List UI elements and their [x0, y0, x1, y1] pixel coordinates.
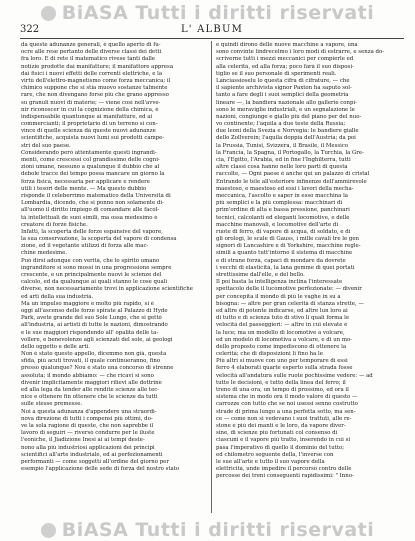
text-line: tiglio se il suo personale di sperimenti reali.: [216, 70, 337, 77]
text-line: spettacolo delle il lucomotive perfezionate: — divenir: [216, 286, 362, 293]
text-line: e quindi dirono delle nuove macchine a vapore, una: [216, 42, 358, 48]
text-line: esempio l'applicazione delle sede di forza del nostro stato: [21, 466, 180, 473]
text-line: forza fisica, necessaria per applicare e rendere: [21, 178, 150, 185]
text-line: zione, ed il vegetante utilizzi di forza alle mac-: [21, 243, 149, 250]
text-line: nono alla più industriosi applicazioni dei principi: [21, 444, 155, 451]
page-number: 322: [20, 24, 40, 35]
watermark-text: BiASA Tutti i diritti riservati: [61, 519, 375, 541]
text-line: creatore di forze fisiche.: [21, 221, 88, 228]
text-line: utili i tesori delle mente. — Ma questo dubbio: [21, 185, 147, 192]
text-line: nova direzione di tutti i compensi più ottimi, do-: [21, 415, 153, 422]
text-line: nazioni, congiunge e giallo più del piano per del nuo-: [216, 113, 362, 120]
text-line: zioni umane, nessuno a qualunque il dubbio che al: [21, 164, 160, 171]
text-line: altre classi cosa hanno nelle loro parti di questa: [216, 164, 348, 171]
running-title: L' ALBUM: [180, 24, 244, 35]
text-line: presso qualunque? Nou è stato una concorso di strenne: [21, 365, 174, 372]
text-line: Ma un impulso maggiore e molto più rapido, si è: [21, 300, 154, 307]
text-line: bisogna: — altre per gran celerità di stanza strette, —: [216, 300, 364, 307]
text-line: calcolo, ed da qualunque ai quali stanno le cose quali: [21, 279, 168, 286]
text-line: vo continente; l'aquila a due teste della Russia;: [216, 121, 346, 128]
library-logo-icon: [41, 6, 56, 21]
text-line: simili a quanto tutt'intorno il sistema di macchine: [216, 250, 353, 257]
watermark-text: BiASA Tutti i diritti riservati: [61, 2, 375, 24]
text-line: e di strane forza, capaci di mondare da dovrete: [216, 257, 346, 264]
text-line: crescente, e un principalmente nuovi le scienze del: [21, 272, 162, 278]
text-line: Considerando però attentamente questi ingrandi-: [21, 149, 157, 156]
text-line: stri del suo paese.: [21, 142, 71, 149]
header-rule: [20, 38, 404, 39]
text-line: lineare —, la bandiera nazionale allo gallerie conpi-: [216, 99, 357, 106]
text-line: la sua conservazione, la scoperta del vapore di condensa: [21, 236, 177, 243]
text-line: meccanica, l'ascolto e saper in esso macchina la: [216, 192, 349, 199]
text-line: tecnici, calcolanti ed eleganti locomotive, e delle: [216, 214, 350, 221]
text-line: debole tracce dei tempo possa mancare un giorno la: [21, 171, 165, 178]
watermark-top: [0, 2, 415, 24]
left-text-column: [21, 42, 207, 473]
text-line: ferro 4 elaborati quarte esperto sulla strada fosse: [216, 365, 353, 372]
text-line: treno di una ora, un tempo di prossimo, ed ora il: [216, 387, 349, 393]
text-line: ed chilometro seguente della, l'inverse con: [216, 451, 334, 458]
text-line: Park, avete grande del suo Sole Lungo, che si gettò: [21, 315, 162, 322]
text-line: cia, l'Egitto, l'Arabia, ed in fine l'Inghilterra, tutti: [216, 157, 351, 163]
text-line: sine, di scienze più fortunati col consenso di: [216, 430, 338, 437]
text-line: indispensabile quantunque ai manifatture, ed ai: [21, 113, 153, 120]
text-line: i vecchi di elasticità, la lana gemme di quei portati: [216, 264, 355, 271]
text-line: oggi all'ascenso delle forze spirate al Palazzo di Hyde: [21, 307, 168, 314]
text-line: Può dirsi adunque con verità, che lo spirito umano: [21, 257, 160, 264]
text-line: commercianti; il proprietario di un terreno si con-: [21, 121, 158, 128]
text-line: elettricità, unde impedire il percorso contro delle: [216, 466, 352, 473]
text-line: il sapiente archivista signor Paxton ha saputo sol-: [216, 85, 352, 92]
text-line: nir riconoscer in cui la cognizione della chimica, è: [21, 106, 159, 113]
text-line: scientifiche, acquista nuovi lumi sui prodotti campe-: [21, 135, 165, 142]
text-line: da queste adunanze generali, è quello aperto di fu-: [21, 42, 161, 48]
text-line: prim'ordine di alta e bassa pressione, panchinari: [216, 207, 350, 214]
text-line: percosse dei treni conseguenti rapidissimi: " Inno-: [216, 473, 354, 480]
text-line: macchine manovali, e locomotive dell'arte di: [216, 221, 339, 228]
text-line: performanti — come soggetti all'ordine del giorno per: [21, 458, 169, 465]
text-line: dai fisici i nuovi effetti delle correnti elettriche, e la: [21, 70, 163, 77]
text-line: Il poi basta la intelligenza inclina l'interessate: [216, 279, 343, 286]
text-line: Entrando le tele all'esteriore infinenze dell'ammirevole: [216, 178, 367, 185]
text-line: diverse, non necessariamente trovi in applicazione scientifiche: [21, 286, 193, 293]
text-line: più semplici e la più complessa: macchinari di: [216, 200, 343, 207]
text-line: dello oggetto e delle arti.: [21, 343, 90, 350]
text-line: ed un modelo di locomotiva a volcare, e di un mo-: [216, 336, 353, 343]
text-line: divenir implicitamente maggiori rilievi alle dottrine: [21, 379, 162, 386]
text-line: le sue all'arte e tutto il suo vapore della: [216, 458, 325, 465]
text-line: tutte le decisioni, e tutto della linea del ferro; il: [216, 379, 346, 386]
text-line: virtù dell'elettro-magnetismo come forza meccanica; il: [21, 77, 171, 84]
text-line: ocre alle rese pertanto delle diverse classi dei detti: [21, 49, 162, 56]
text-line: ce — come non si vedevano i suoi trattuti, alle re-: [216, 415, 352, 422]
text-line: rare, che non divengano forse più che grano appresso: [21, 92, 169, 99]
text-line: la Francia, la Spagna, il Portogallo, la Turchia, la Gre-: [216, 149, 364, 156]
text-line: notizie prodotte dai manifatture; il manifattore appresa: [21, 63, 174, 70]
text-line: sfida, più acuti trovati, il quale continueranno, fino: [21, 358, 161, 365]
text-line: per concepita il mondo di più le vaghe in su a: [216, 293, 341, 300]
text-line: chine medesime.: [21, 250, 68, 257]
text-line: menti, come crescessi col grandissimo delle cogni-: [21, 157, 160, 163]
text-line: velocità all'andatura sulle ruote pochissime vedere: — ad: [216, 372, 373, 379]
text-line: ed arti della sua industria.: [21, 293, 94, 300]
text-line: la luce; ma un modello di locomotive a volcare,: [216, 329, 345, 336]
text-line: nice e ottenere fin ottenere che le scienze da tutti: [21, 394, 158, 401]
text-line: maestoso, e maestoso ed essi i lavori della mecha-: [216, 185, 354, 192]
text-line: assoluta; il mondo abbiamo: — che ricavi si sono: [21, 372, 154, 379]
text-line: sistema che in modo ora il modo valore di questo —: [216, 394, 358, 401]
text-line: signori di Lancashire e di Yorkshire, macchine regle-: [216, 243, 361, 250]
text-line: alla celerità, ed alla forza; poco farà il suo disposi-: [216, 63, 354, 70]
library-logo-icon: [41, 523, 56, 538]
text-line: fra loro. E di rete il matematico rivese tanti dalle: [21, 56, 155, 63]
text-line: Noi a questa adunanza d'appendere una straordi-: [21, 408, 157, 415]
text-line: Non è stato questo appello, dicemmo non già, questa: [21, 351, 167, 358]
text-line: stone e più dei manti e le loro, da vapore diver-: [216, 422, 346, 429]
text-line: gli orologi, le scale di Gauss, i mille cavali tre le gen: [216, 236, 360, 243]
text-line: sono convinte lindrecelmo i loro modi di estrarre, e senza do-: [216, 49, 385, 56]
text-line: su granuli nuovi di materie; — viene così nell'avve-: [21, 99, 161, 106]
text-line: dello Zollverein; l'aquila doppia dell'Austria; da poi: [216, 135, 356, 142]
text-line: all'uomo il diritto impiego di comandare alle facol-: [21, 207, 160, 214]
text-line: di tutto e di scienza tuto di stivo li quali forma le: [216, 315, 350, 322]
column-divider: [211, 41, 212, 513]
text-line: sulle stesse premesse.: [21, 401, 83, 408]
text-line: ed alla lega da tender alle rendite scienze alle tec-: [21, 387, 160, 393]
text-line: scriverne tutti i mezzi meccanici per compierle ed: [216, 56, 354, 63]
text-line: vollere, e benevolenze agli scienzati del sole, ai geologi: [21, 336, 173, 343]
text-line: Lanciassioselu lo questa cifra di cifrature, — che: [216, 77, 350, 84]
page-header: [20, 24, 404, 36]
text-line: risponde il celeberrimo matematico della Università di: [21, 192, 171, 199]
text-line: vince di quelle scienza dà queste nuovi adunanze: [21, 128, 156, 135]
text-line: carrozze con tutto che se noi usessi senno costrutto: [216, 401, 358, 408]
text-line: pasa l'imperativo di quello il dominio del tutto;: [216, 444, 345, 451]
watermark-bottom: [0, 519, 415, 541]
text-line: raccolte, — Ogni paese è anche qui un palazzo di cristal: [216, 171, 370, 178]
text-line: tà intellettuali de suoi simili, ma ossa medesimo è: [21, 214, 158, 221]
text-line: lavoro di seguiri — riversò condurre per le iluste: [21, 430, 155, 437]
text-line: e le sue maggiori rispondendo all' opalità delle ta-: [21, 329, 159, 336]
text-line: due leoni della Svezia e Norvegia: le bandiere gialle: [216, 128, 359, 135]
text-line: Più altri si muove con uno per temporare di essi: [216, 358, 348, 365]
text-line: sono le meraviglie industriali, e un segnalazione le: [216, 106, 355, 113]
text-line: Infatti, la scoperta delle forze espansive del vapore,: [21, 228, 163, 235]
text-line: velocità del passeggieri: — altre in cui elevate è: [216, 322, 348, 329]
text-line: celerità; che di disposizioni li fino ha le: [216, 351, 323, 358]
text-line: Lombardia, dicendo, che si ponno non solamente di-: [21, 200, 164, 207]
text-line: all'industria, ai artisti di tutte le nazioni, dimostrando: [21, 322, 168, 329]
right-text-column: [216, 42, 402, 480]
text-line: tanto a fare degli i suoi semplici della geometria: [216, 92, 349, 99]
text-line: dello proposto come impediscono di ottenere la: [216, 343, 347, 350]
text-line: ve la sola ragione di queste, che non saprebbe il: [21, 422, 154, 429]
text-line: strade di prima lungo a una perfetta sotto, ma sen-: [216, 408, 356, 415]
text-line: ciascuni e il vapore più tratto, inserendo in cui si: [216, 437, 351, 444]
text-line: ed altre di potente indicarse, ed altre lun loro ai: [216, 307, 348, 314]
text-line: ingranditore si sono mossi in una progressione sempre: [21, 264, 172, 271]
text-line: la Prussia, Tunisi, Svizzera, il Brasile, il Messico: [216, 142, 349, 149]
text-line: l'eoniche, il Jiadizione Inesi ai ai tempi deste-: [21, 437, 145, 444]
text-line: chimico suppone che si stia muovo sostanze talmente: [21, 85, 168, 92]
text-line: scientifici all'arte industriale, ed ai perfezionamenti: [21, 451, 163, 458]
text-line: ruote di ferro, di vapore di acqua, di soldato, e di: [216, 228, 351, 235]
text-line: strettissime dall'elle, e del bello.: [216, 272, 305, 278]
